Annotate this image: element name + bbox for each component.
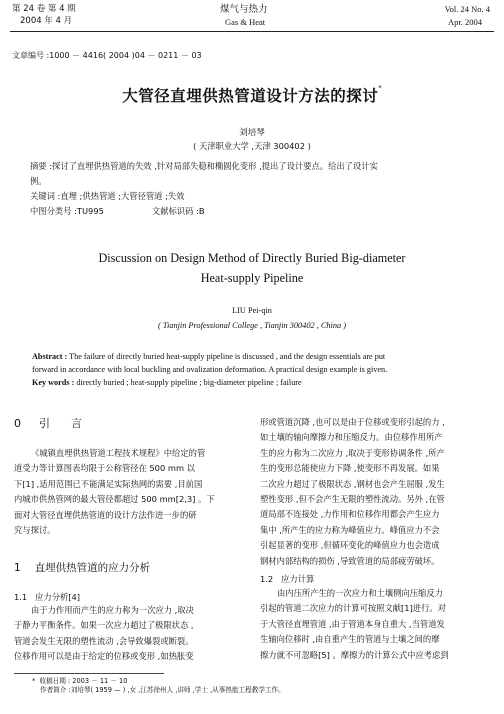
- stress-analysis-paragraph: [14, 603, 242, 665]
- affiliation-zh: ( 天津职业大学 ,天津 300402 ): [193, 141, 311, 151]
- section-0-number: 0: [14, 417, 21, 430]
- volume-issue-en: Vol. 24 No. 4: [444, 4, 490, 14]
- stress-line: 于静力平衡条件。如果一次应力超过了极限状态 ,: [14, 620, 194, 631]
- calc-line: 生轴向位移时 ,由自重产生的管道与土壤之间的摩: [260, 634, 440, 645]
- right-line: 引起显著的变形 ,但循环变化的峰值应力也会造成: [260, 540, 440, 551]
- subsection-1-2-title: 1.2 应力计算: [260, 574, 315, 584]
- stress-line: 位移作用可以是由于给定的位移或变形 ,如热胀变: [14, 651, 194, 662]
- right-line: 集中 ,所产生的应力称为峰值应力。峰值应力不会: [260, 524, 440, 535]
- abstract-en-label: Abstract :: [32, 352, 68, 361]
- subsection-1-1-title: 1.1 应力分析[4]: [14, 592, 81, 602]
- right-line: 生的应力称为二次应力 ,取决于变形协调条件 ,所产: [260, 447, 445, 458]
- abstract-en: [32, 350, 472, 389]
- right-line: 道局部不连接处 ,力作用和位移作用都会产生应力: [260, 509, 440, 520]
- stress-calc-paragraph: [260, 586, 492, 663]
- footnote: [22, 677, 285, 695]
- footnote-rule: [14, 673, 164, 674]
- article-number: 文章编号 :1000 － 4416( 2004 )04 － 0211 － 03: [12, 51, 202, 60]
- intro-paragraph: [14, 446, 242, 538]
- received-date: 收稿日期 : 2003 － 11 － 10: [39, 677, 128, 685]
- title-en-line-2: Heat-supply Pipeline: [200, 271, 304, 285]
- intro-line: 《城镇直埋供热管道工程技术规程》中给定的管: [31, 448, 206, 458]
- intro-line: 面对大管径直埋供热管道的设计方法作进一步的研: [14, 509, 197, 520]
- intro-line: 下[1] ,适用范围已不能满足实际热网的需要 ,目前国: [14, 478, 203, 489]
- volume-issue-zh: 第 24 卷 第 4 期: [12, 4, 76, 14]
- section-0-heading: [14, 415, 82, 431]
- abstract-en-line-1: The failure of directly buried heat-supply pipeline is discussed , and the design essentials are put: [69, 352, 386, 361]
- keywords-zh: 关键词 :直埋 ;供热管道 ;大管径管道 ;失效: [30, 191, 185, 201]
- author-en: LIU Pei-qin: [232, 306, 272, 315]
- keywords-en: directly buried ; heat-supply pipeline ; big-diameter pipeline ; failure: [76, 378, 302, 387]
- stress-line: 由于力作用而产生的应力称为一次应力 ,取决: [31, 605, 194, 615]
- document-code: 文献标识码 :B: [151, 206, 205, 216]
- calc-line: 擦力就不可忽略[5] 。摩擦力的计算公式中应考虑到: [260, 649, 449, 660]
- title-footnote-mark: *: [378, 84, 382, 92]
- intro-line: 内城市供热管网的最大管径都超过 500 mm[2,3] 。下: [14, 494, 215, 505]
- journal-name-zh: 煤气与热力: [220, 4, 268, 15]
- journal-name-en: Gas & Heat: [225, 17, 266, 27]
- calc-line: 由内压所产生的一次应力和土壤侧向压缩反力: [277, 588, 443, 598]
- stress-line: 管道会发生无限的塑性流动 ,会导致爆裂或断裂。: [14, 635, 194, 646]
- title-en-line-1: Discussion on Design Method of Directly Buried Big-diameter: [98, 251, 406, 265]
- section-1-title: 直埋供热管道的应力分析: [34, 562, 151, 574]
- calc-line: 于大管径直埋管道 ,由于管道本身自重大 ,当管道发: [260, 618, 445, 629]
- right-line: 形或管道沉降 ,也可以是由于位移或变形引起的力 ,: [260, 417, 445, 427]
- title-zh-line: [0, 84, 504, 106]
- right-line: 钢材内部结构的损伤 ,导致管道的局部疲劳破坏。: [260, 555, 440, 566]
- affiliation-en: ( Tianjin Professional College , Tianjin 300402 , China ): [158, 321, 346, 330]
- section-0-title: 引 言: [39, 417, 82, 430]
- footnote-mark: *: [32, 677, 36, 685]
- abstract-en-line-2: forward in accordance with local buckling and ovalization deformation. A practical design example is given.: [32, 365, 388, 374]
- date-en: Apr. 2004: [448, 17, 482, 27]
- secondary-stress-paragraph: [260, 415, 492, 569]
- date-zh: 2004 年 4 月: [20, 16, 73, 26]
- classification-row: [30, 204, 378, 219]
- right-line: 塑性变形 ,但不会产生无限的塑性流动。另外 ,在管: [260, 494, 445, 505]
- header-rule: [10, 31, 494, 32]
- right-line: 二次应力超过了极限状态 ,钢材也会产生屈服 ,发生: [260, 478, 445, 489]
- title-zh: 大管径直埋供热管道设计方法的探讨: [122, 87, 379, 105]
- section-1-number: 1: [14, 562, 21, 574]
- keywords-en-label: Key words :: [32, 378, 75, 387]
- author-zh: 刘培琴: [239, 128, 265, 138]
- title-en: [0, 248, 504, 288]
- intro-line: 道受力等计算图表均限于公称管径在 500 mm 以: [14, 463, 195, 474]
- section-1-heading: [14, 560, 150, 575]
- right-line: 如土壤的轴向摩擦力和压缩反力。由位移作用所产: [260, 432, 443, 443]
- abstract-zh-line-2: 例。: [30, 176, 47, 186]
- abstract-zh-line-1: 摘要 :探讨了直埋供热管道的失效 ,针对局部失稳和椭圆化变形 ,提出了设计要点。给出了设计实: [30, 161, 378, 171]
- intro-line: 究与探讨。: [14, 525, 56, 536]
- calc-line: 引起的管道二次应力的计算可按照文献[1]进行。对: [260, 603, 446, 614]
- abstract-zh: [30, 159, 378, 219]
- class-number: 中图分类号 :TU995: [30, 206, 104, 216]
- author-bio: 作者简介 :刘培琴( 1959 — ) ,女 ,江苏徐州人 ,讲师 ,学士 ,从事热能工程教学工作。: [40, 686, 285, 694]
- right-line: 生的变形总能使应力下降 ,使变形不再发展。如果: [260, 463, 440, 474]
